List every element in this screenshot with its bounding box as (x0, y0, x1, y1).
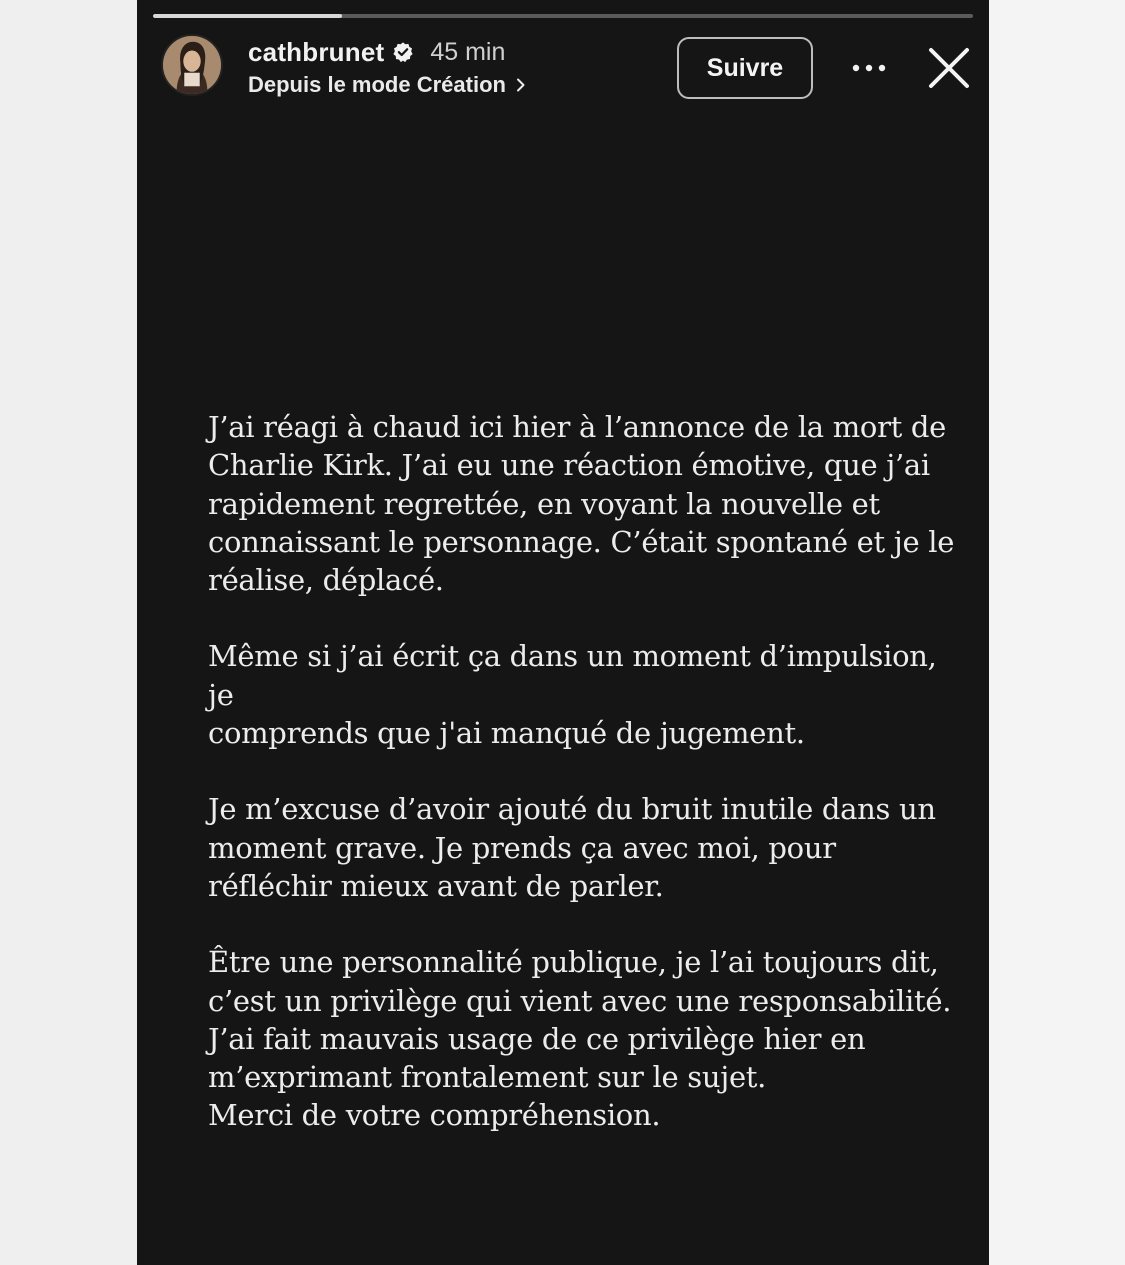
story-header (248, 34, 528, 100)
right-margin (989, 0, 1125, 1265)
close-button[interactable] (926, 45, 972, 91)
avatar[interactable] (161, 34, 223, 96)
source-label[interactable]: Depuis le mode Création (248, 72, 506, 97)
profile-photo-icon (163, 36, 221, 94)
message-paragraph: J’ai réagi à chaud ici hier à l’annonce de la mort de Charlie Kirk. J’ai eu une réaction émotive, que j’ai rapidement regrettée, en voyant la nouvelle et connaissant le personnage. C’était spontané et je le réalise, déplacé. (208, 410, 955, 598)
left-margin (0, 0, 137, 1265)
story-progress-fill (153, 14, 342, 18)
story-message (208, 408, 968, 1135)
username[interactable]: cathbrunet (248, 36, 385, 67)
verified-badge-icon (392, 41, 414, 63)
message-paragraph: Même si j’ai écrit ça dans un moment d’impulsion, je comprends que j'ai manqué de jugement. (208, 639, 937, 751)
more-options-icon (852, 64, 886, 72)
follow-button[interactable]: Suivre (677, 37, 813, 99)
message-paragraph: Être une personnalité publique, je l’ai toujours dit, c’est un privilège qui vient avec une responsabilité. J’ai fait mauvais usage de ce privilège hier en m’exprimant frontalement sur le sujet. Merci de votre compréhension. (208, 945, 952, 1133)
chevron-right-icon (514, 78, 528, 92)
story-progress-bar (153, 14, 973, 18)
story-viewer[interactable] (137, 0, 989, 1265)
more-options-button[interactable] (849, 50, 889, 86)
creation-mode-link[interactable] (248, 70, 528, 100)
posted-time: 45 min (430, 37, 506, 66)
close-icon (926, 45, 972, 91)
message-paragraph: Je m’excuse d’avoir ajouté du bruit inutile dans un moment grave. Je prends ça avec moi, pour réfléchir mieux avant de parler. (208, 792, 936, 903)
